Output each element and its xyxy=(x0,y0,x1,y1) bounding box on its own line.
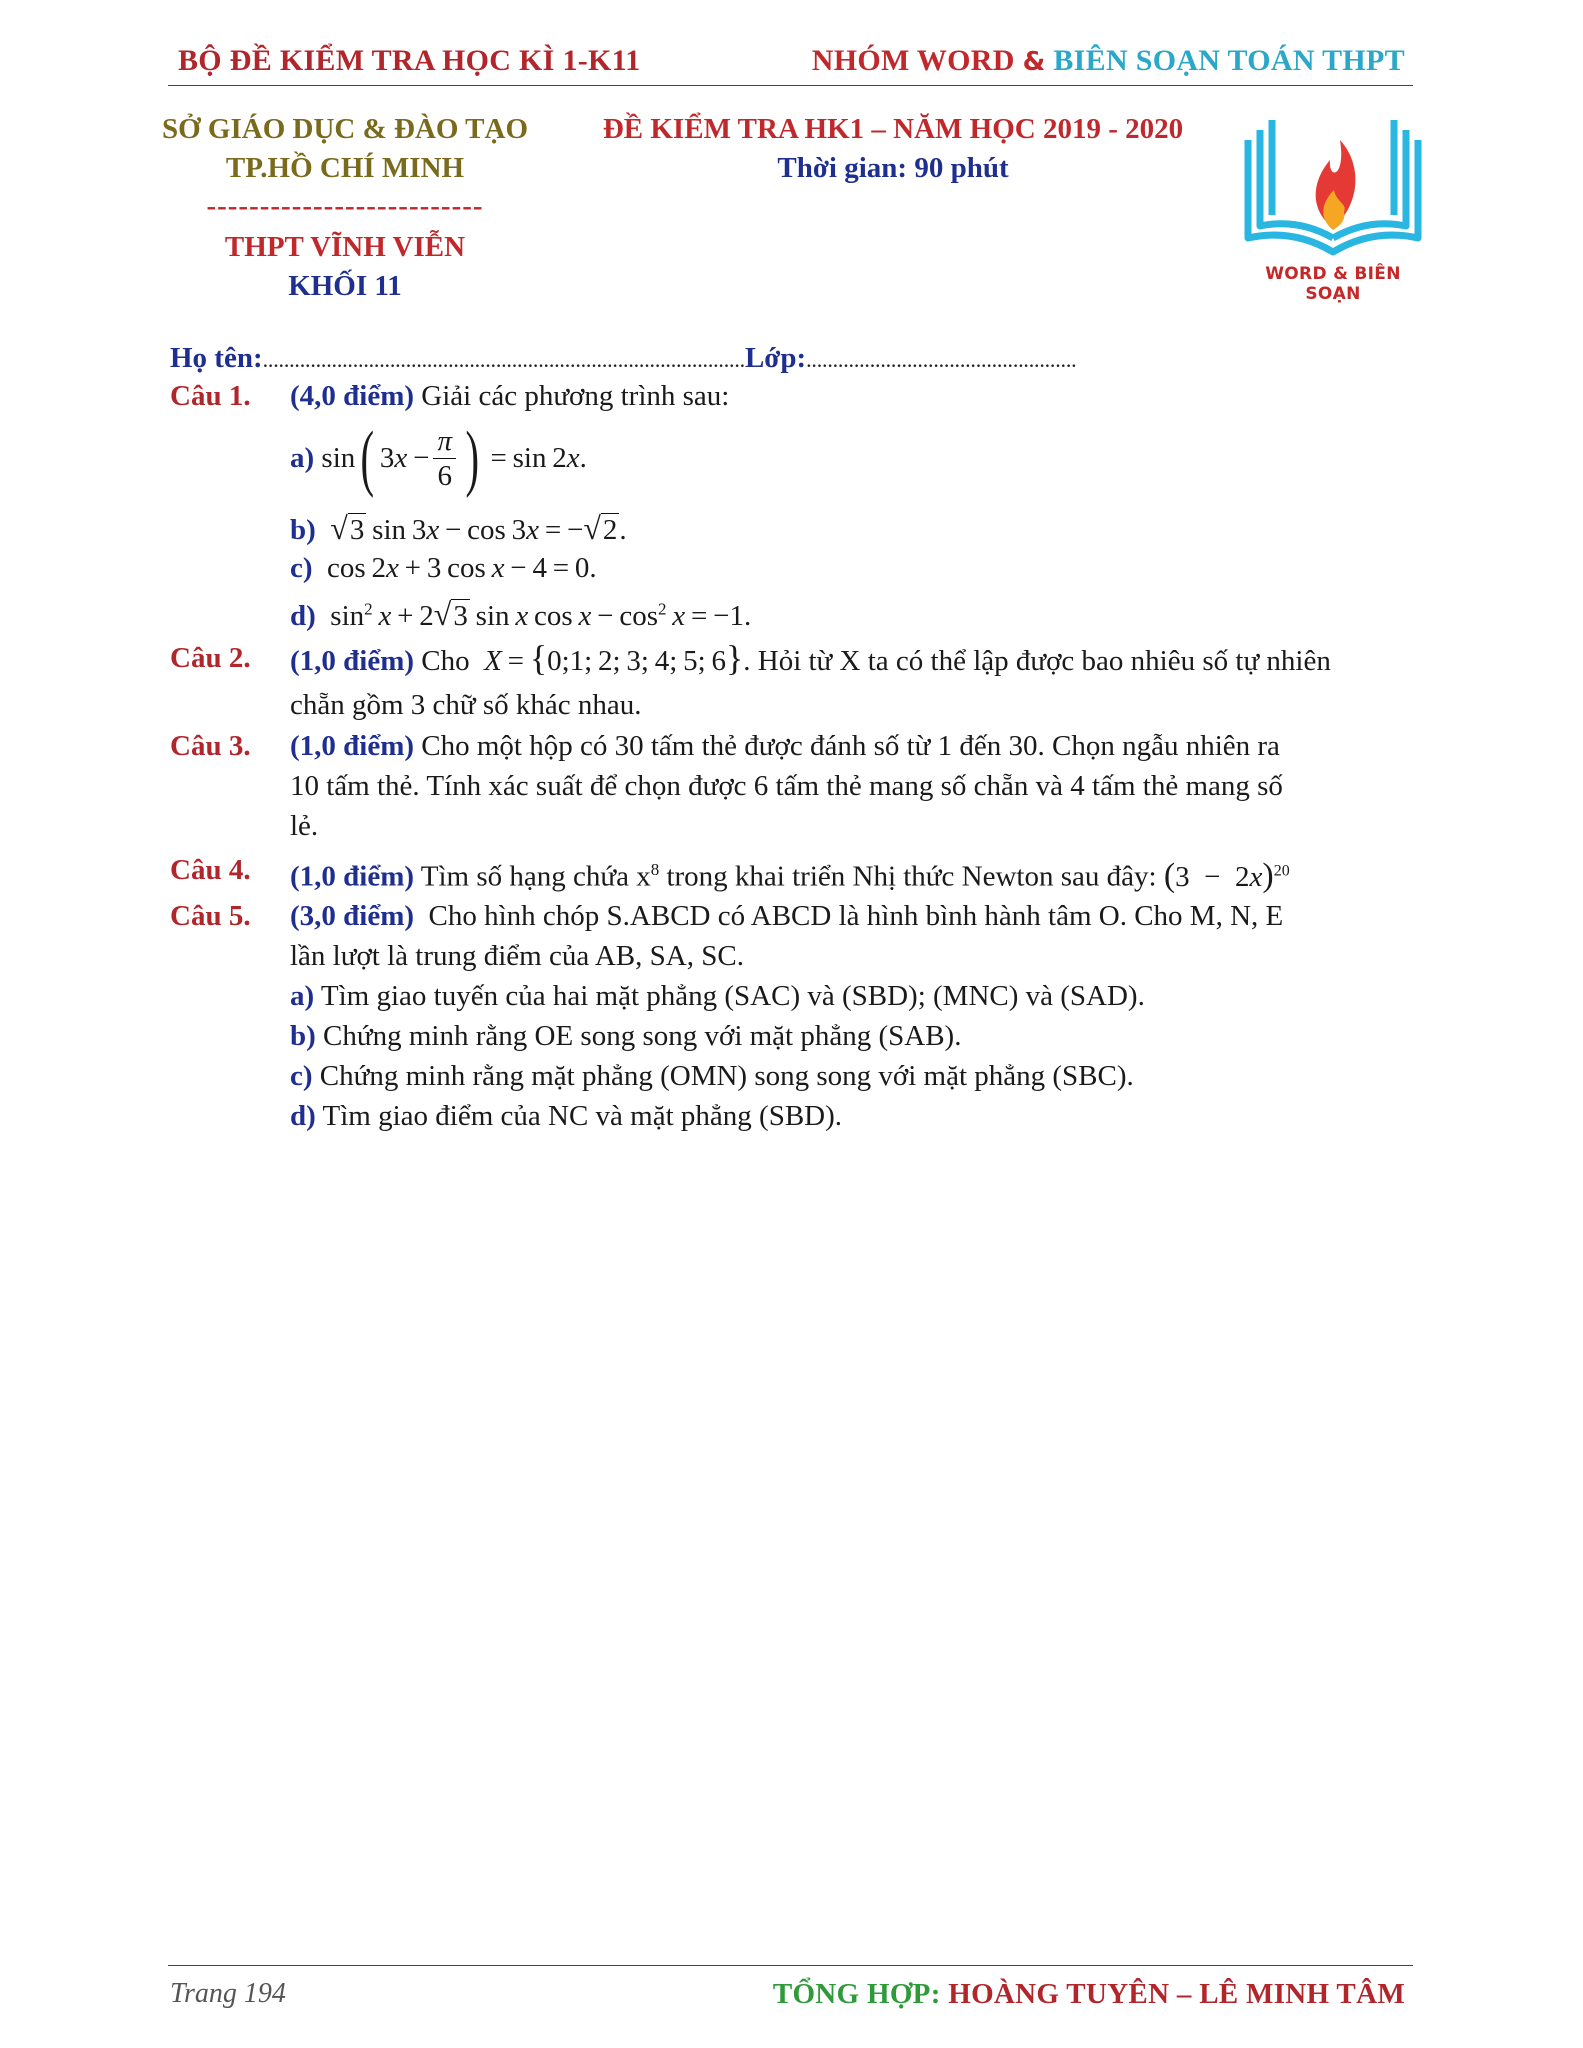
school-grade: KHỐI 11 xyxy=(288,270,402,302)
exam-time-label: Thời gian: xyxy=(777,152,908,184)
exam-time-value: 90 phút xyxy=(914,152,1009,184)
q5a xyxy=(290,976,1415,1016)
question-5-label: Câu 5. xyxy=(170,900,251,932)
q1c: c) cos 2x + 3 cos x − 4 = 0. xyxy=(290,552,597,584)
question-5-text-line1: Cho hình chóp S.ABCD có ABCD là hình bình hành tâm O. Cho M, N, E xyxy=(428,900,1284,932)
question-4-label: Câu 4. xyxy=(170,854,251,886)
exam-block xyxy=(578,110,1208,188)
q5b-text: Chứng minh rằng OE song song với mặt phẳng (SAB). xyxy=(323,1020,962,1052)
question-4-binomial: $(3 - 2x)^{20}$ xyxy=(1163,856,1290,894)
q5b xyxy=(290,1016,1415,1056)
q5c-text: Chứng minh rằng mặt phẳng (OMN) song song với mặt phẳng (SBC). xyxy=(319,1060,1134,1092)
page-number: Trang 194 xyxy=(170,1978,286,2009)
question-2-text-post: . Hỏi từ X ta có thể lập được bao nhiêu số tự nhiên xyxy=(743,645,1331,677)
q1c-key: c) xyxy=(290,552,313,584)
question-2-text-line2: chẵn gồm 3 chữ số khác nhau. xyxy=(290,689,642,721)
question-4-sup: 8 xyxy=(650,860,660,879)
q1a-key: a) xyxy=(290,441,315,474)
question-2-text-pre: Cho xyxy=(421,645,470,677)
question-1-points: (4,0 điểm) xyxy=(290,380,415,412)
student-class-field: ................................................... xyxy=(806,347,1077,372)
book-flame-logo-icon xyxy=(1238,120,1428,270)
question-1-body xyxy=(290,376,729,416)
school-name: THPT VĨNH VIỄN xyxy=(224,231,466,263)
footer-compiled-label: TỔNG HỢP: xyxy=(772,1978,941,2010)
question-2-label: Câu 2. xyxy=(170,642,251,674)
question-5-body xyxy=(290,896,1415,1136)
student-name-field: ........................................................................................... xyxy=(262,347,745,372)
question-2-body xyxy=(290,638,1415,725)
question-1-label: Câu 1. xyxy=(170,380,251,412)
header-ampersand: & xyxy=(1022,47,1046,77)
question-1 xyxy=(170,376,251,416)
question-4-points: (1,0 điểm) xyxy=(290,860,415,893)
header-left-title: BỘ ĐỀ KIỂM TRA HỌC KÌ 1-K11 xyxy=(178,44,641,77)
q5a-key: a) xyxy=(290,980,315,1012)
q1d-key: d) xyxy=(290,600,316,632)
question-2 xyxy=(170,638,251,678)
student-class-label: Lớp: xyxy=(744,342,807,374)
question-3-text-line2: 10 tấm thẻ. Tính xác suất để chọn được 6 tấm thẻ mang số chẵn và 4 tấm thẻ mang số xyxy=(290,770,1283,802)
q1b-key: b) xyxy=(290,514,316,546)
q1b: b) √3 sin 3x − cos 3x = −√2. xyxy=(290,510,627,546)
question-5-points: (3,0 điểm) xyxy=(290,900,415,932)
school-block xyxy=(150,110,540,306)
question-3-points: (1,0 điểm) xyxy=(290,730,415,762)
school-separator: -------------------------- xyxy=(206,190,484,222)
q5d-text: Tìm giao điểm của NC và mặt phẳng (SBD). xyxy=(322,1100,843,1132)
question-3-text-line1: Cho một hộp có 30 tấm thẻ được đánh số từ 1 đến 30. Chọn ngẫu nhiên ra xyxy=(421,730,1280,762)
q5d-key: d) xyxy=(290,1100,316,1132)
q5d xyxy=(290,1096,1415,1136)
footer-authors: HOÀNG TUYÊN – LÊ MINH TÂM xyxy=(948,1978,1405,2010)
footer-rule xyxy=(168,1965,1413,1966)
student-info-line xyxy=(170,338,1076,380)
dept-line2: TP.HỒ CHÍ MINH xyxy=(225,152,465,184)
question-2-points: (1,0 điểm) xyxy=(290,645,415,677)
question-4-text-post: trong khai triển Nhị thức Newton sau đây: xyxy=(659,860,1157,893)
q1d: d) $\sin^2 x + 2√3$ sin x $\cos x - \cos^2 x = -1$. xyxy=(290,596,752,632)
q5c xyxy=(290,1056,1415,1096)
q5a-text: Tìm giao tuyến của hai mặt phẳng (SAC) và (SBD); (MNC) và (SAD). xyxy=(320,980,1145,1012)
exam-time xyxy=(578,149,1208,188)
footer-credits xyxy=(773,1978,1405,2011)
student-name-label: Họ tên: xyxy=(170,342,263,374)
exam-title: ĐỀ KIỂM TRA HK1 – NĂM HỌC 2019 - 2020 xyxy=(602,113,1184,145)
question-2-set: X = {0;1; 2; 3; 4; 5; 6} xyxy=(484,638,744,678)
question-1-text: Giải các phương trình sau: xyxy=(421,380,730,412)
q5c-key: c) xyxy=(290,1060,313,1092)
question-4 xyxy=(170,850,251,890)
header-rule xyxy=(168,85,1413,86)
question-3-body xyxy=(290,726,1415,846)
header-right-title xyxy=(812,44,1405,78)
question-5 xyxy=(170,896,251,936)
question-4-text: Tìm số hạng chứa x xyxy=(420,860,651,893)
q5b-key: b) xyxy=(290,1020,316,1052)
q1a: a) sin ( 3x − $\frac{\pi}{6}$ ) = sin 2x. xyxy=(290,417,587,499)
question-5-text-line2: lần lượt là trung điểm của AB, SA, SC. xyxy=(290,940,744,972)
logo-text: WORD & BIÊN SOẠN xyxy=(1265,264,1401,304)
header-group-name: NHÓM WORD xyxy=(811,44,1015,77)
question-3-text-line3: lẻ. xyxy=(290,810,319,842)
logo xyxy=(1238,120,1428,304)
question-4-body xyxy=(290,850,1290,897)
question-3-label: Câu 3. xyxy=(170,730,251,762)
dept-line1: SỞ GIÁO DỤC & ĐÀO TẠO xyxy=(161,113,529,145)
header-group-subtitle: BIÊN SOẠN TOÁN THPT xyxy=(1053,44,1405,77)
question-3 xyxy=(170,726,251,766)
